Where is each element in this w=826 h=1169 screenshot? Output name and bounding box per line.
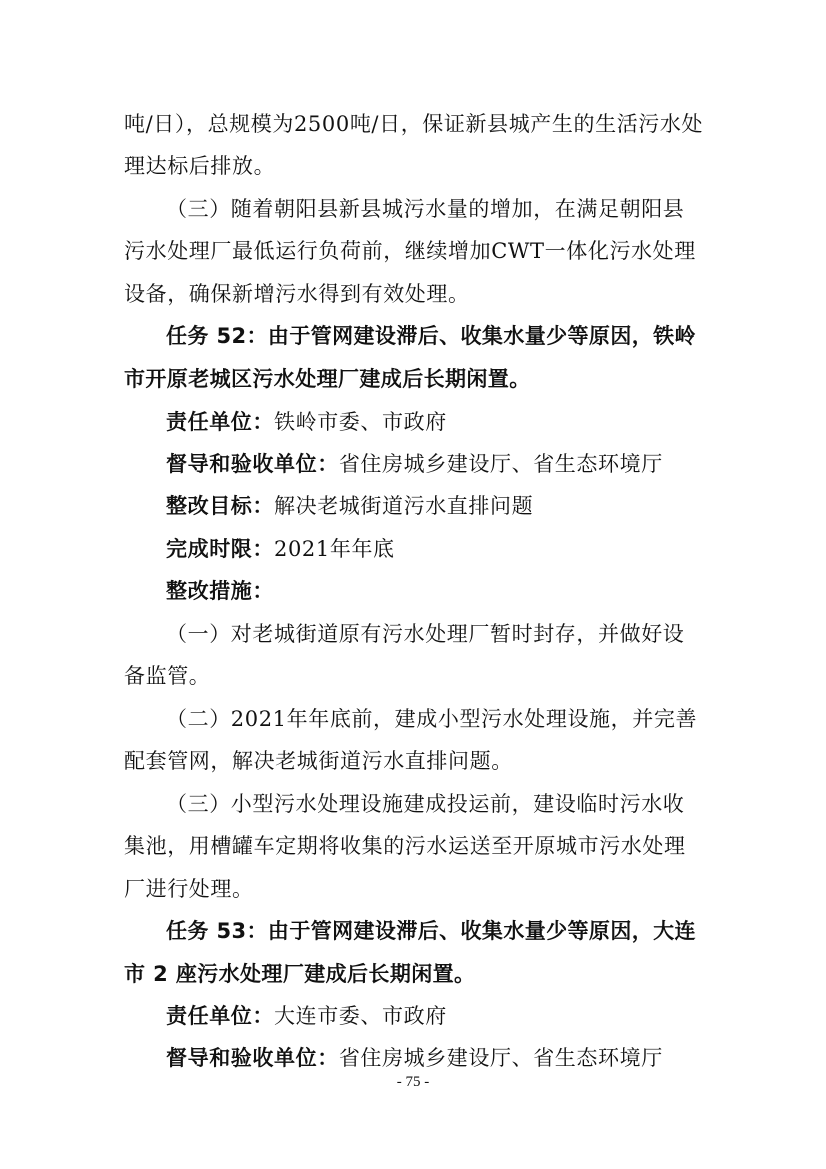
page-number: - 75 - [396, 1074, 430, 1090]
paragraph-line: （三）小型污水处理设施建成投运前，建设临时污水收 [166, 792, 685, 816]
field-value: 省住房城乡建设厅、省生态环境厅 [338, 1046, 663, 1070]
field-label: 责任单位： [166, 410, 274, 434]
paragraph-line: 污水处理厂最低运行负荷前，继续增加CWT一体化污水处理 [124, 239, 696, 263]
paragraph-line: 吨/日），总规模为2500吨/日，保证新县城产生的生活污水处 [124, 112, 704, 136]
rectification-goal [166, 491, 702, 521]
paragraph-line: 集池，用槽罐车定期将收集的污水运送至开原城市污水处理 [124, 834, 686, 858]
paragraph-line: （二）2021年年底前，建成小型污水处理设施，并完善 [166, 707, 698, 731]
responsible-unit [166, 1001, 702, 1031]
field-label: 整改措施： [166, 579, 274, 603]
field-value: 大连市委、市政府 [274, 1004, 447, 1028]
field-label: 督导和验收单位： [166, 1046, 339, 1070]
measures-label [166, 576, 702, 606]
responsible-unit [166, 407, 702, 437]
field-value: 省住房城乡建设厅、省生态环境厅 [338, 452, 663, 476]
paragraph-line: 配套管网，解决老城街道污水直排问题。 [124, 749, 513, 773]
paragraph-line: （三）随着朝阳县新县城污水量的增加，在满足朝阳县 [166, 197, 685, 221]
field-label: 督导和验收单位： [166, 452, 339, 476]
deadline [166, 534, 702, 564]
paragraph-line: 设备，确保新增污水得到有效处理。 [124, 282, 470, 306]
field-label: 完成时限： [166, 537, 274, 561]
task-heading: 任务 52：由于管网建设滞后、收集水量少等原因，铁岭 [166, 324, 696, 348]
supervising-unit [166, 449, 702, 479]
task-heading: 任务 53：由于管网建设滞后、收集水量少等原因，大连 [166, 919, 696, 943]
field-value: 解决老城街道污水直排问题 [274, 494, 534, 518]
task-heading: 市 2 座污水处理厂建成后长期闲置。 [124, 962, 476, 986]
paragraph-line: 厂进行处理。 [124, 877, 254, 901]
field-value: 铁岭市委、市政府 [274, 410, 447, 434]
field-label: 整改目标： [166, 494, 274, 518]
paragraph-line: 备监管。 [124, 664, 211, 688]
task-heading: 市开原老城区污水处理厂建成后长期闲置。 [124, 367, 531, 391]
field-label: 责任单位： [166, 1004, 274, 1028]
field-value: 2021年年底 [274, 537, 395, 561]
paragraph-line: 理达标后排放。 [124, 154, 276, 178]
supervising-unit [166, 1043, 702, 1073]
paragraph-line: （一）对老城街道原有污水处理厂暂时封存，并做好设 [166, 622, 685, 646]
